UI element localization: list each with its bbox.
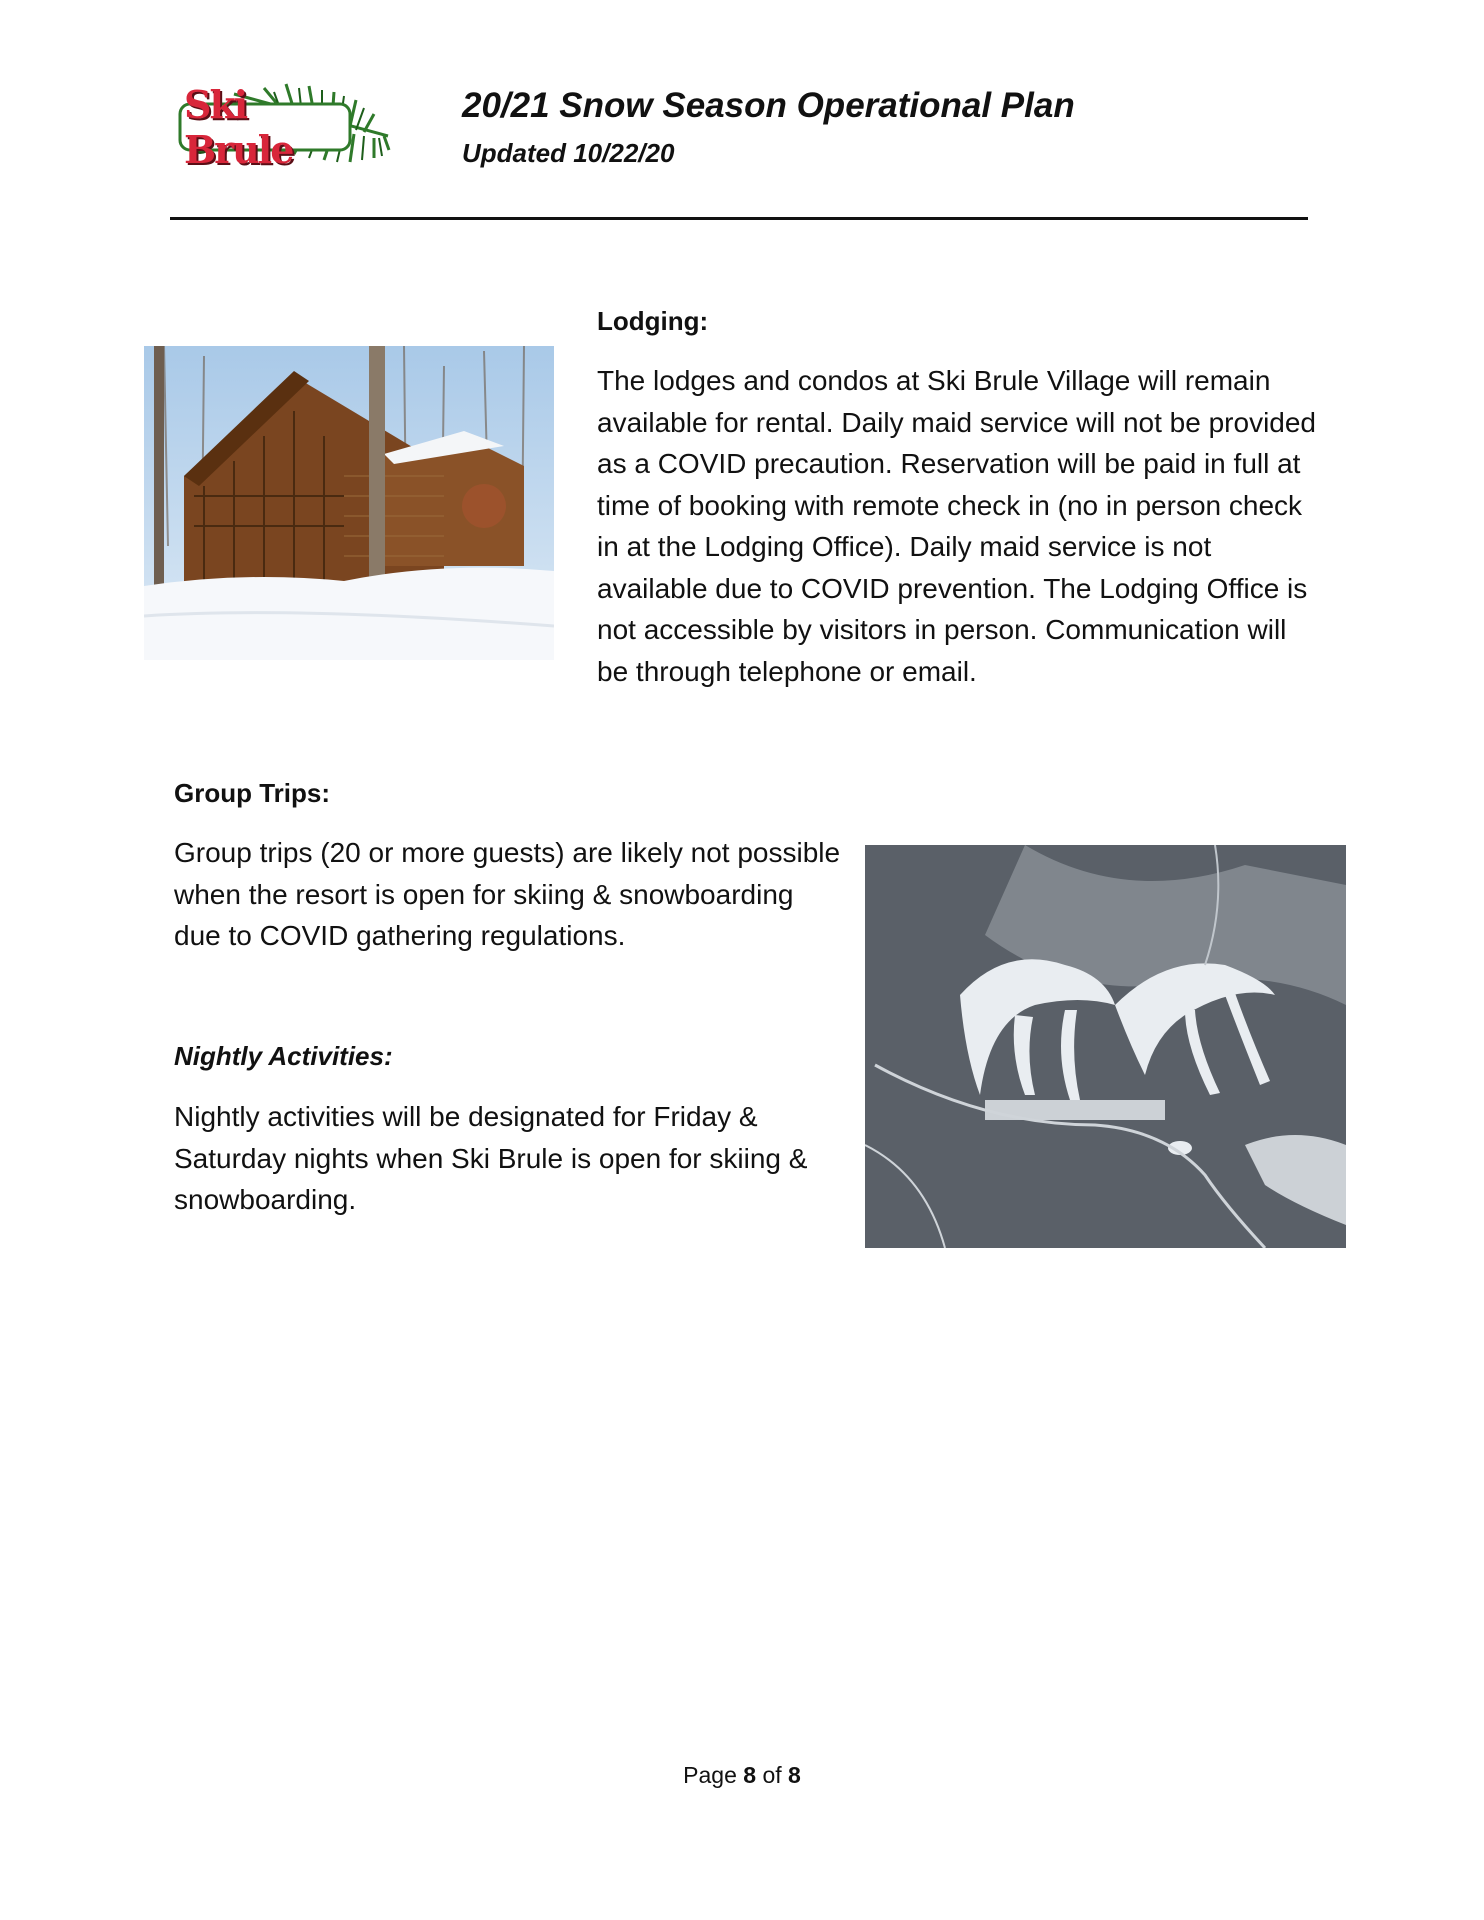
page-number	[0, 1762, 1484, 1789]
group-trips-body: Group trips (20 or more guests) are likely not possible when the resort is open for skiing & snowboarding due to COVID gathering regulations.	[174, 837, 841, 951]
lodging-body: The lodges and condos at Ski Brule Village will remain available for rental. Daily maid service will not be provided as a COVID precaution. Reservation will be paid in full at time of booking with remote check in (no in person check in at the Lodging Office). Daily maid service is not available due to COVID prevention. The Lodging Office is not accessible by visitors in person. Communication will be through telephone or email.	[597, 365, 1317, 687]
page-total: 8	[788, 1762, 801, 1788]
aerial-ski-hill-photo	[865, 845, 1346, 1248]
logo-wordmark: Ski Brule	[184, 82, 293, 172]
document-title: 20/21 Snow Season Operational Plan	[462, 86, 1075, 125]
ski-brule-logo	[174, 74, 398, 174]
log-cabin-photo	[144, 346, 554, 660]
page-current: 8	[743, 1762, 757, 1788]
page-of: of	[762, 1762, 782, 1788]
nightly-activities-body: Nightly activities will be designated for Friday & Saturday nights when Ski Brule is open for skiing & snowboarding.	[174, 1101, 808, 1215]
updated-date: Updated 10/22/20	[462, 138, 675, 168]
lodging-heading: Lodging:	[597, 306, 709, 336]
header-divider	[170, 217, 1308, 220]
nightly-activities-heading: Nightly Activities:	[174, 1041, 393, 1071]
group-trips-heading: Group Trips:	[174, 778, 330, 808]
page-prefix: Page	[683, 1762, 737, 1788]
